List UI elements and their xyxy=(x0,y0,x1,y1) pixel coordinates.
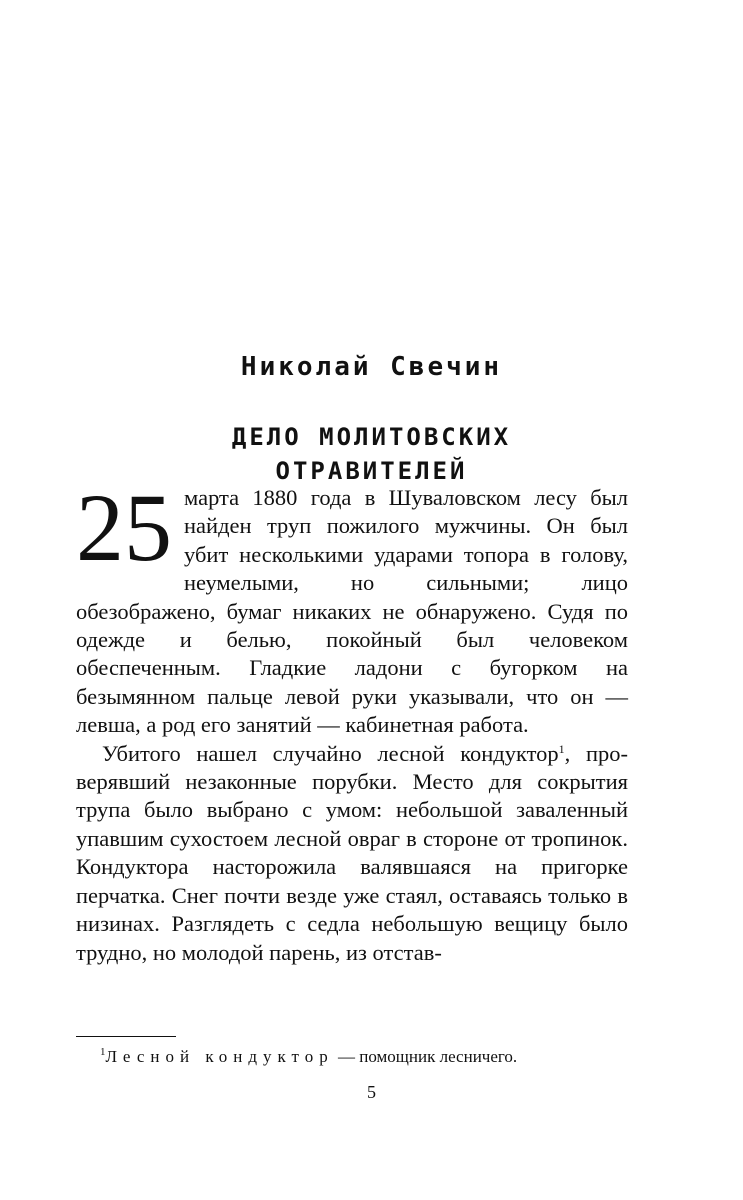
page-number: 5 xyxy=(367,1082,376,1102)
drop-cap: 25 xyxy=(76,474,172,581)
paragraph-1 xyxy=(76,474,628,740)
body-text xyxy=(76,474,628,967)
footnote-definition: — помощник лесничего. xyxy=(333,1047,518,1066)
footnote-reference[interactable]: 1 xyxy=(558,741,565,756)
paragraph-2 xyxy=(76,740,628,967)
paragraph-1-text: марта 1880 года в Шуваловском лесу был найден труп пожилого мужчины. Он был убит несколькими ударами топора в голову, неумелыми, но сильными; лицо обезображено, бумаг никаких не обнаружено. Судя по одежде и белью, покойный был человеком обеспеченным. Гладкие ладони с бугорком на безымянном пальце левой руки указывали, что он — левша, а род его занятий — кабинетная работа. xyxy=(76,485,628,738)
chapter-title-line-2: ОТРАВИТЕЛЕЙ xyxy=(275,457,468,485)
footnote xyxy=(100,1046,628,1068)
author-name: Николай Свечин xyxy=(240,352,503,382)
paragraph-2-text-start: Убитого нашел случайно лесной кондуктор xyxy=(102,740,559,766)
footnote-mark: 1 xyxy=(100,1046,106,1058)
paragraph-2-text-end: , проверявший незаконные порубки. Место для сокрытия трупа было выбрано с умом: небольшой заваленный упавшим сухостоем лесной овраг в стороне от тропинок. Кондуктора насторожила валявшаяся на пригорке перчатка. Снег почти везде уже стаял, оставаясь только в низинах. Разглядеть с седла небольшую вещицу было трудно, но молодой парень, из отстав- xyxy=(76,740,628,965)
footnote-divider xyxy=(76,1036,176,1037)
chapter-title-line-1: ДЕЛО МОЛИТОВСКИХ xyxy=(231,423,512,451)
footnote-term: Лесной кондуктор xyxy=(105,1047,334,1066)
